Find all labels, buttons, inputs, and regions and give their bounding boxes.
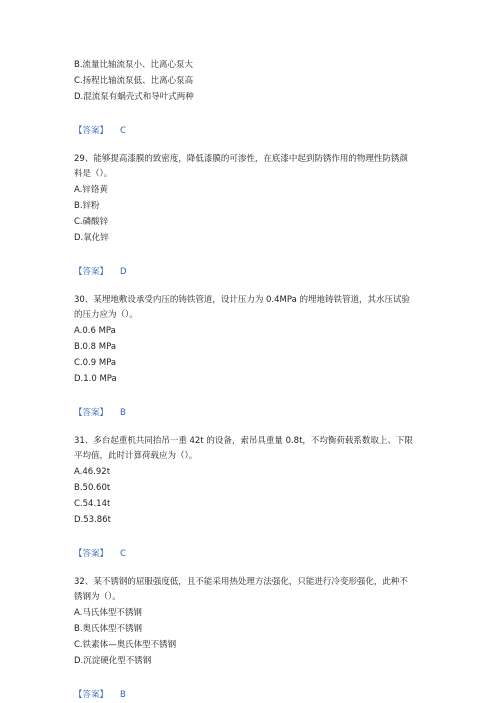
question-31: [74, 434, 434, 562]
answer-label: 【答案】: [74, 126, 109, 136]
question-32: [74, 575, 434, 703]
answer-label: 【答案】: [74, 690, 109, 700]
answer-label: 【答案】: [74, 267, 109, 277]
option-c: C.扬程比轴流泵低、比离心泵高: [74, 76, 194, 86]
answer-value: C: [120, 126, 126, 136]
option-a: A.46.92t: [74, 467, 111, 477]
question-text-line: 29、能够提高漆膜的致密度，降低漆膜的可渗性，在底漆中起到防锈作用的物理性防锈颜: [74, 154, 408, 164]
answer-30: [74, 405, 434, 421]
option-b: B.锌粉: [74, 201, 100, 211]
answer-32: [74, 687, 434, 703]
option-d: D.沉淀硬化型不锈钢: [74, 656, 152, 666]
option-a: A.0.6 MPa: [74, 326, 116, 336]
option-a: A.马氏体型不锈钢: [74, 608, 142, 618]
question-text-line: 30、某埋地敷设承受内压的铸铁管道，设计压力为 0.4MPa 的埋地铸铁管道，其水压试验: [74, 295, 411, 305]
question-text-line: 锈钢为（）。: [74, 592, 121, 602]
option-b: B.流量比轴流泵小、比离心泵大: [74, 60, 194, 70]
answer-value: C: [120, 549, 126, 559]
option-c: C.0.9 MPa: [74, 358, 117, 368]
option-c: C.磷酸锌: [74, 217, 109, 227]
answer-label: 【答案】: [74, 549, 109, 559]
answer-value: B: [120, 408, 126, 418]
option-d: D.混流泵有蜗壳式和导叶式两种: [74, 92, 194, 102]
answer-29: [74, 264, 434, 280]
answer-value: D: [120, 267, 127, 277]
question-30: [74, 293, 434, 421]
question-29: [74, 152, 434, 280]
option-a: A.锌铬黄: [74, 185, 108, 195]
question-text-line: 31、多台起重机共同抬吊一重 42t 的设备，索吊具重量 0.8t，不均衡荷载系数取上、下限: [74, 436, 413, 446]
answer-label: 【答案】: [74, 408, 109, 418]
option-c: C.54.14t: [74, 499, 111, 509]
option-c: C.铁素体—奥氏体型不锈钢: [74, 640, 177, 650]
option-b: B.0.8 MPa: [74, 342, 117, 352]
prev-answer: [74, 123, 434, 139]
option-d: D.53.86t: [74, 515, 111, 525]
option-d: D.1.0 MPa: [74, 374, 117, 384]
page-content: [74, 57, 434, 703]
answer-31: [74, 546, 434, 562]
option-b: B.奥氏体型不锈钢: [74, 624, 143, 634]
prev-question-options: [74, 57, 434, 105]
option-d: D.氧化锌: [74, 233, 109, 243]
question-text-line: 的压力应为（）。: [74, 310, 138, 320]
question-text-line: 料是（）。: [74, 169, 113, 179]
answer-value: B: [120, 690, 126, 700]
question-text-line: 平均值，此时计算荷载应为（）。: [74, 451, 198, 461]
option-b: B.50.60t: [74, 483, 111, 493]
question-text-line: 32、某不锈钢的屈服强度低，且不能采用热处理方法强化，只能进行冷变形强化，此种不: [74, 577, 408, 587]
